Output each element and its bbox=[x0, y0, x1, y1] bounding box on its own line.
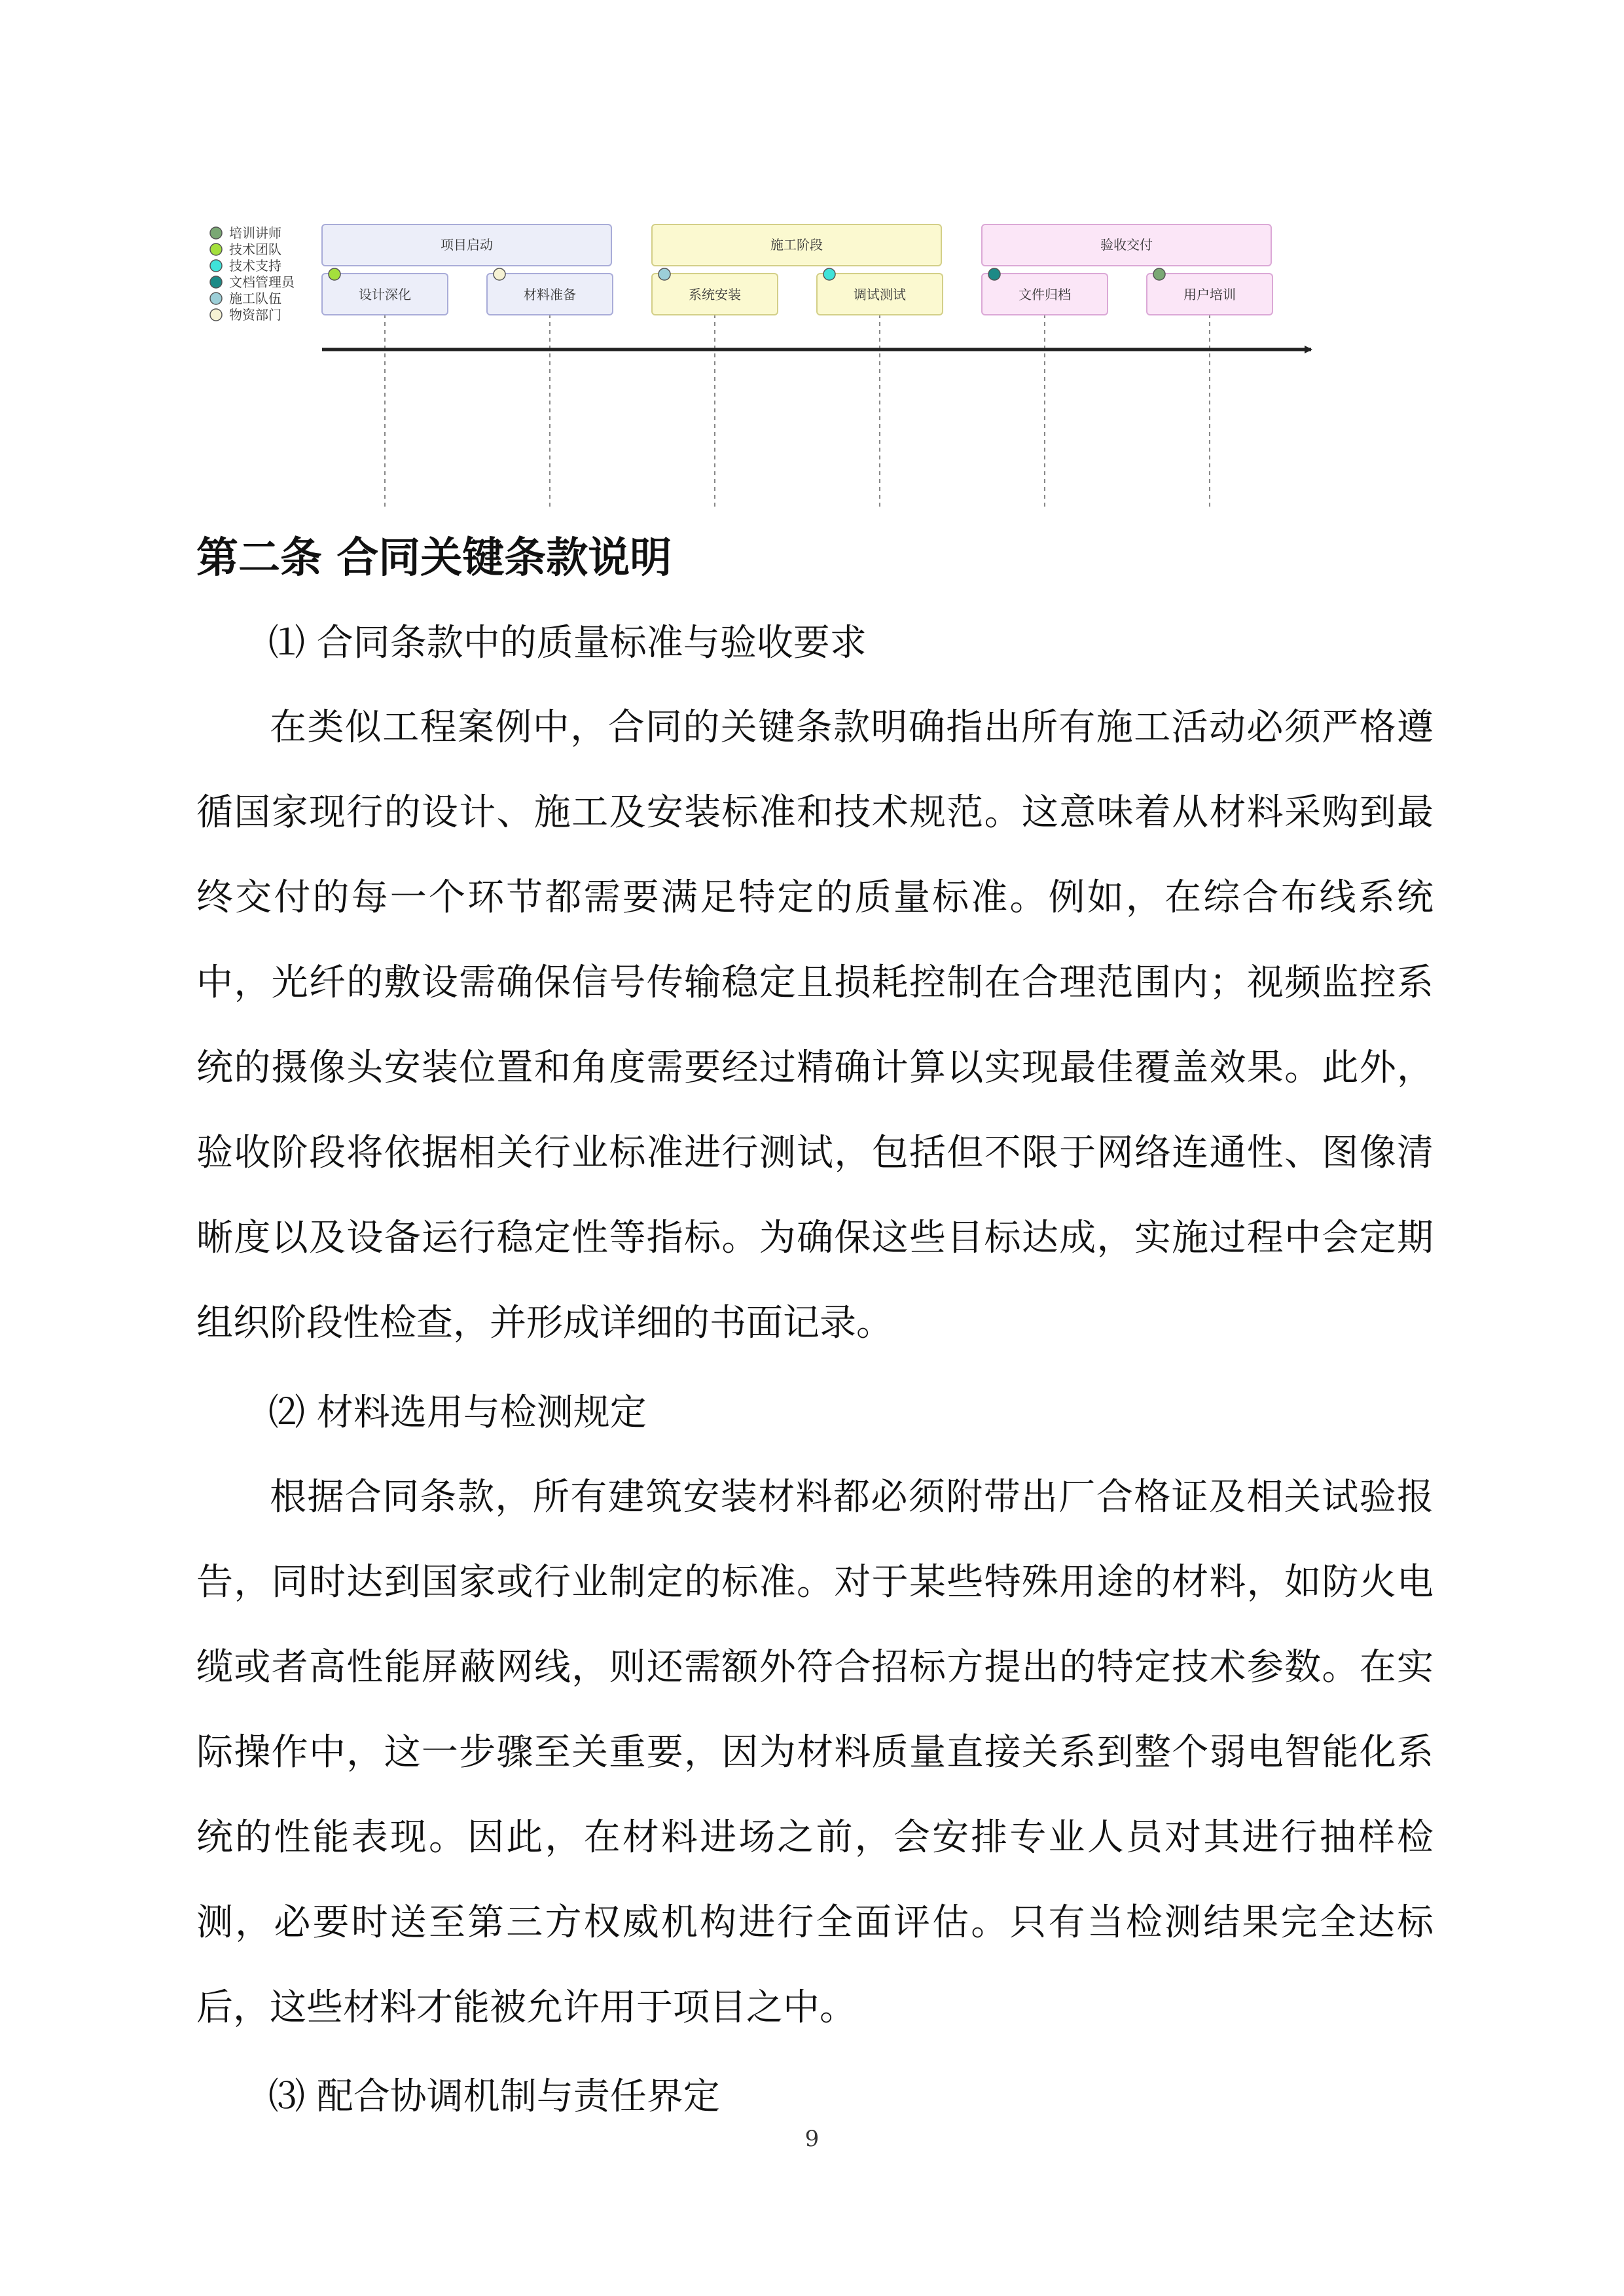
task-marker-dot bbox=[1153, 268, 1165, 280]
task-marker-dot bbox=[988, 268, 1000, 280]
legend-item bbox=[210, 307, 281, 323]
phase-box bbox=[322, 224, 611, 266]
legend-dot bbox=[210, 227, 222, 239]
legend bbox=[210, 225, 296, 323]
section-body: 在类似工程案例中，合同的关键条款明确指出所有施工活动必须严格遵循国家现行的设计、施工及安装标准和技术规范。这意味着从材料采购到最终交付的每一个环节都需要满足特定的质量标准。例如，在综合布线系统中，光纤的敷设需确保信号传输稳定且损耗控制在合理范围内；视频监控系统的摄像头安装位置和角度需要经过精确计算以实现最佳覆盖效果。此外，验收阶段将依据相关行业标准进行测试，包括但不限于网络连通性、图像清晰度以及设备运行稳定性等指标。为确保这些目标达成，实施过程中会定期组织阶段性检查，并形成详细的书面记录。 bbox=[196, 706, 1434, 1344]
task-boxes bbox=[322, 268, 1272, 315]
section-title: ⑵ 材料选用与检测规定 bbox=[268, 1391, 647, 1434]
task-box bbox=[322, 268, 448, 315]
legend-label: 技术支持 bbox=[229, 258, 281, 274]
task-box bbox=[1147, 268, 1272, 315]
legend-dot bbox=[210, 260, 222, 272]
task-label: 设计深化 bbox=[359, 287, 411, 302]
page-number: 9 bbox=[804, 2126, 820, 2152]
legend-item bbox=[210, 258, 281, 274]
phase-box bbox=[652, 224, 941, 266]
timeline-diagram bbox=[0, 0, 1624, 524]
task-guidelines bbox=[385, 314, 1210, 507]
task-marker-dot bbox=[494, 268, 505, 280]
section-title: ⑶ 配合协调机制与责任界定 bbox=[268, 2075, 720, 2118]
legend-item bbox=[210, 291, 281, 306]
legend-item bbox=[210, 274, 296, 290]
task-box bbox=[817, 268, 943, 315]
legend-label: 文档管理员 bbox=[229, 274, 295, 290]
legend-dot bbox=[210, 276, 222, 288]
legend-label: 物资部门 bbox=[229, 307, 281, 323]
task-box bbox=[487, 268, 613, 315]
phase-box bbox=[982, 224, 1271, 266]
task-box bbox=[982, 268, 1108, 315]
phase-label: 项目启动 bbox=[441, 237, 493, 253]
phase-label: 施工阶段 bbox=[770, 237, 823, 253]
task-label: 系统安装 bbox=[689, 287, 741, 302]
task-marker-dot bbox=[329, 268, 340, 280]
legend-dot bbox=[210, 309, 222, 321]
legend-item bbox=[210, 225, 281, 241]
task-marker-dot bbox=[659, 268, 670, 280]
task-label: 材料准备 bbox=[524, 287, 576, 302]
article-heading: 第二条 合同关键条款说明 bbox=[196, 534, 672, 583]
legend-label: 施工队伍 bbox=[229, 291, 281, 306]
task-label: 文件归档 bbox=[1019, 287, 1071, 302]
task-label: 用户培训 bbox=[1183, 287, 1236, 302]
task-marker-dot bbox=[823, 268, 835, 280]
legend-dot bbox=[210, 293, 222, 304]
task-label: 调试测试 bbox=[854, 287, 906, 302]
legend-dot bbox=[210, 243, 222, 255]
section-title: ⑴ 合同条款中的质量标准与验收要求 bbox=[268, 622, 867, 664]
phase-boxes bbox=[322, 224, 1271, 266]
task-box bbox=[652, 268, 778, 315]
legend-label: 培训讲师 bbox=[229, 225, 281, 241]
section-body: 根据合同条款，所有建筑安装材料都必须附带出厂合格证及相关试验报告，同时达到国家或行业制定的标准。对于某些特殊用途的材料，如防火电缆或者高性能屏蔽网线，则还需额外符合招标方提出的特定技术参数。在实际操作中，这一步骤至关重要，因为材料质量直接关系到整个弱电智能化系统的性能表现。因此，在材料进场之前，会安排专业人员对其进行抽样检测，必要时送至第三方权威机构进行全面评估。只有当检测结果完全达标后，这些材料才能被允许用于项目之中。 bbox=[196, 1476, 1434, 2029]
phase-label: 验收交付 bbox=[1100, 237, 1153, 253]
legend-item bbox=[210, 242, 281, 257]
legend-label: 技术团队 bbox=[229, 242, 281, 257]
